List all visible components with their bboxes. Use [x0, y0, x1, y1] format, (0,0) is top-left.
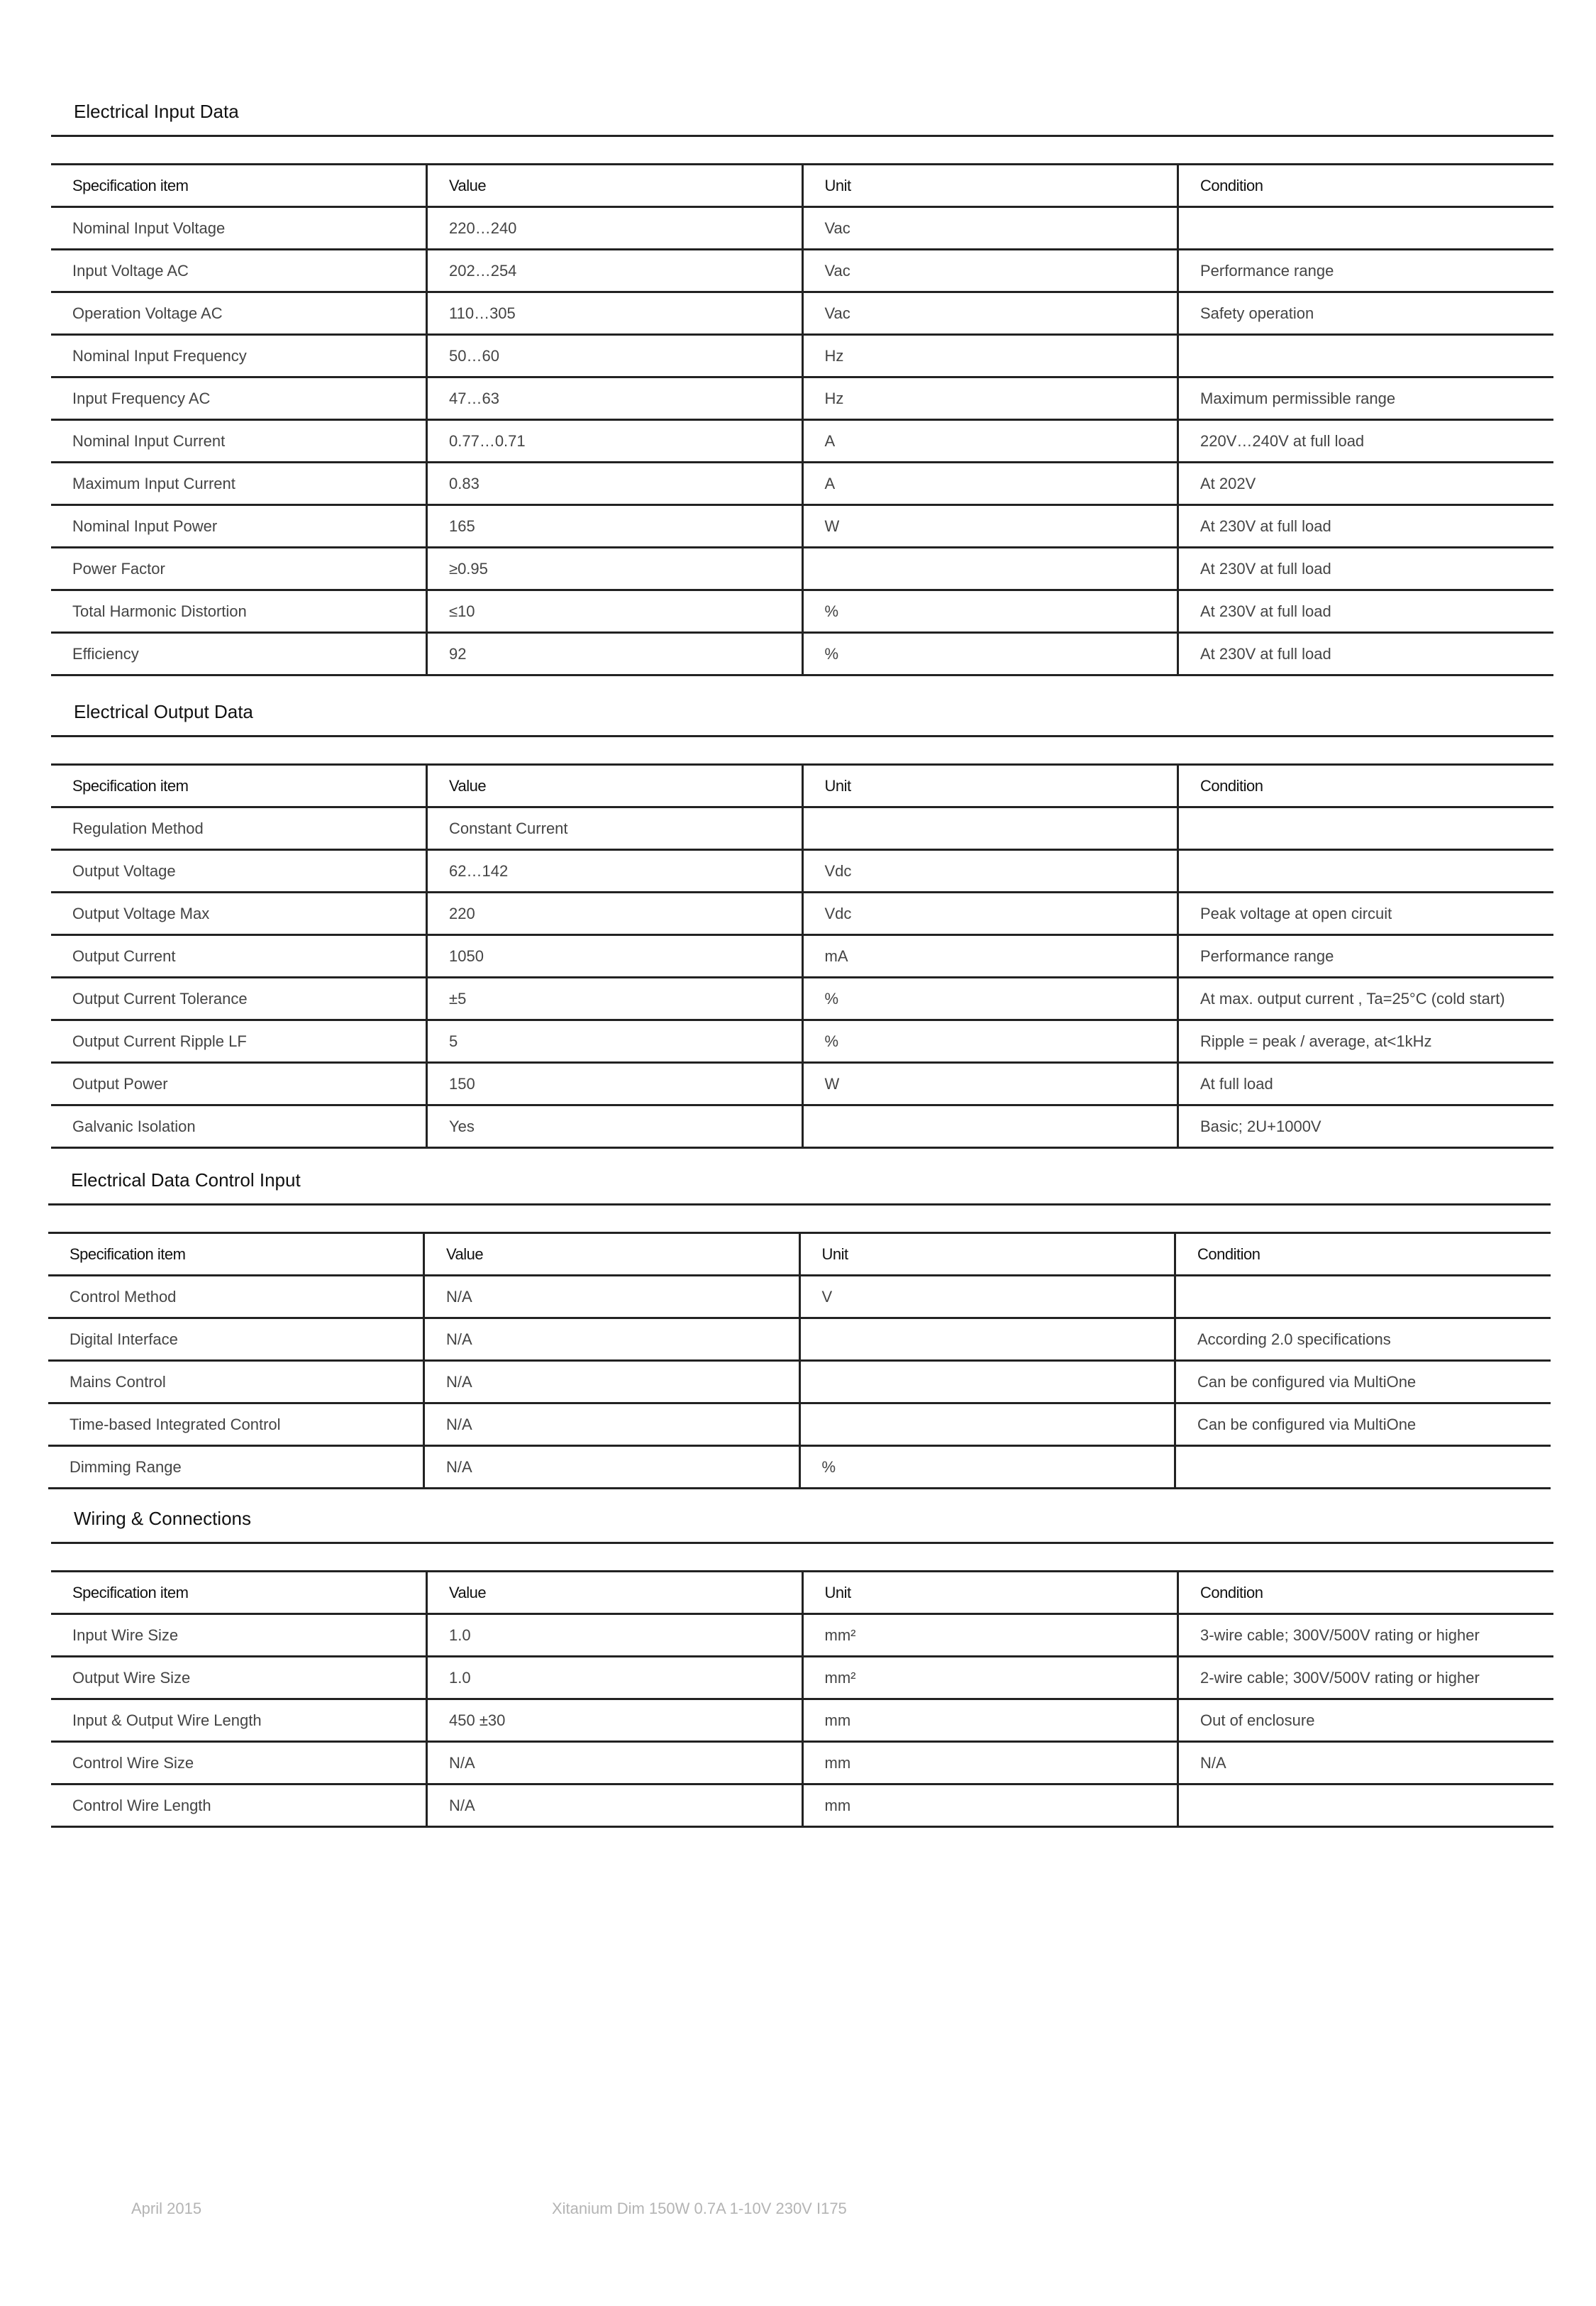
table-row — [51, 207, 1553, 250]
table-header-row — [51, 1572, 1553, 1614]
cell-condition: N/A — [1178, 1742, 1554, 1784]
cell-value: N/A — [424, 1318, 800, 1361]
cell-unit: mm — [802, 1742, 1178, 1784]
cell-unit: % — [802, 633, 1178, 675]
cell-unit: % — [802, 978, 1178, 1020]
cell-condition: At 230V at full load — [1178, 505, 1554, 548]
column-header-unit: Unit — [802, 765, 1178, 807]
cell-condition: At 230V at full load — [1178, 590, 1554, 633]
cell-value: N/A — [427, 1784, 803, 1827]
cell-spec-item: Dimming Range — [48, 1446, 424, 1489]
cell-condition — [1178, 850, 1554, 893]
column-header-unit: Unit — [799, 1233, 1175, 1276]
cell-condition: Performance range — [1178, 935, 1554, 978]
cell-spec-item: Nominal Input Current — [51, 420, 427, 463]
cell-spec-item: Total Harmonic Distortion — [51, 590, 427, 633]
cell-unit: W — [802, 505, 1178, 548]
cell-value: N/A — [424, 1361, 800, 1403]
cell-spec-item: Input Wire Size — [51, 1614, 427, 1657]
column-header-value: Value — [427, 165, 803, 207]
spec-table — [51, 1570, 1553, 1828]
cell-value: 92 — [427, 633, 803, 675]
cell-spec-item: Output Current Tolerance — [51, 978, 427, 1020]
cell-spec-item: Digital Interface — [48, 1318, 424, 1361]
cell-value: N/A — [424, 1446, 800, 1489]
cell-spec-item: Nominal Input Frequency — [51, 335, 427, 377]
cell-spec-item: Output Voltage — [51, 850, 427, 893]
table-row — [51, 935, 1553, 978]
table-row — [51, 420, 1553, 463]
cell-value: ≤10 — [427, 590, 803, 633]
column-header-spec-item: Specification item — [51, 1572, 427, 1614]
cell-condition: Basic; 2U+1000V — [1178, 1105, 1554, 1148]
cell-unit: % — [799, 1446, 1175, 1489]
table-row — [51, 807, 1553, 850]
table-row — [51, 1699, 1553, 1742]
cell-condition: Safety operation — [1178, 292, 1554, 335]
cell-condition — [1175, 1276, 1551, 1318]
column-header-value: Value — [424, 1233, 800, 1276]
cell-condition: 3-wire cable; 300V/500V rating or higher — [1178, 1614, 1554, 1657]
cell-unit: % — [802, 590, 1178, 633]
cell-value: N/A — [424, 1276, 800, 1318]
section-title: Electrical Output Data — [51, 693, 1553, 737]
cell-value: 1050 — [427, 935, 803, 978]
section-title: Electrical Data Control Input — [48, 1161, 1551, 1206]
cell-value: 220 — [427, 893, 803, 935]
table-row — [51, 1614, 1553, 1657]
cell-spec-item: Input Voltage AC — [51, 250, 427, 292]
cell-spec-item: Nominal Input Voltage — [51, 207, 427, 250]
cell-unit: W — [802, 1063, 1178, 1105]
column-header-spec-item: Specification item — [51, 165, 427, 207]
section-electrical-output-data — [51, 693, 1553, 1149]
cell-condition: At 230V at full load — [1178, 633, 1554, 675]
footer-product-name: Xitanium Dim 150W 0.7A 1-10V 230V I175 — [552, 2200, 847, 2217]
cell-value: 150 — [427, 1063, 803, 1105]
cell-spec-item: Input & Output Wire Length — [51, 1699, 427, 1742]
cell-spec-item: Control Wire Size — [51, 1742, 427, 1784]
cell-unit: % — [802, 1020, 1178, 1063]
cell-unit: mm² — [802, 1614, 1178, 1657]
cell-condition: According 2.0 specifications — [1175, 1318, 1551, 1361]
cell-unit: Vac — [802, 207, 1178, 250]
cell-value: 47…63 — [427, 377, 803, 420]
cell-condition: At 202V — [1178, 463, 1554, 505]
cell-spec-item: Operation Voltage AC — [51, 292, 427, 335]
cell-spec-item: Nominal Input Power — [51, 505, 427, 548]
column-header-spec-item: Specification item — [51, 765, 427, 807]
cell-condition: At full load — [1178, 1063, 1554, 1105]
cell-spec-item: Regulation Method — [51, 807, 427, 850]
cell-spec-item: Maximum Input Current — [51, 463, 427, 505]
spec-table — [51, 163, 1553, 676]
table-row — [48, 1318, 1551, 1361]
cell-value: 450 ±30 — [427, 1699, 803, 1742]
section-electrical-input-data — [51, 92, 1553, 676]
table-row — [51, 505, 1553, 548]
cell-spec-item: Output Current — [51, 935, 427, 978]
cell-unit — [799, 1361, 1175, 1403]
table-row — [48, 1446, 1551, 1489]
table-row — [51, 377, 1553, 420]
column-header-unit: Unit — [802, 1572, 1178, 1614]
column-header-spec-item: Specification item — [48, 1233, 424, 1276]
column-header-value: Value — [427, 1572, 803, 1614]
table-header-row — [48, 1233, 1551, 1276]
table-row — [51, 548, 1553, 590]
table-row — [48, 1276, 1551, 1318]
table-row — [51, 335, 1553, 377]
cell-unit: Hz — [802, 335, 1178, 377]
cell-value: 110…305 — [427, 292, 803, 335]
cell-spec-item: Galvanic Isolation — [51, 1105, 427, 1148]
cell-condition: Ripple = peak / average, at<1kHz — [1178, 1020, 1554, 1063]
cell-unit: mm — [802, 1699, 1178, 1742]
cell-condition: At 230V at full load — [1178, 548, 1554, 590]
cell-spec-item: Efficiency — [51, 633, 427, 675]
column-header-unit: Unit — [802, 165, 1178, 207]
cell-condition — [1178, 207, 1554, 250]
cell-value: Yes — [427, 1105, 803, 1148]
table-row — [51, 1020, 1553, 1063]
cell-unit — [799, 1403, 1175, 1446]
cell-value: 1.0 — [427, 1657, 803, 1699]
cell-condition: 220V…240V at full load — [1178, 420, 1554, 463]
cell-unit — [802, 548, 1178, 590]
cell-condition — [1178, 1784, 1554, 1827]
cell-spec-item: Output Power — [51, 1063, 427, 1105]
table-row — [51, 292, 1553, 335]
cell-spec-item: Control Wire Length — [51, 1784, 427, 1827]
cell-spec-item: Mains Control — [48, 1361, 424, 1403]
cell-spec-item: Output Wire Size — [51, 1657, 427, 1699]
section-title: Electrical Input Data — [51, 92, 1553, 137]
cell-value: N/A — [427, 1742, 803, 1784]
spec-table — [48, 1232, 1551, 1489]
cell-unit: A — [802, 420, 1178, 463]
cell-spec-item: Power Factor — [51, 548, 427, 590]
table-row — [48, 1361, 1551, 1403]
cell-value: N/A — [424, 1403, 800, 1446]
cell-condition: Peak voltage at open circuit — [1178, 893, 1554, 935]
table-row — [51, 1105, 1553, 1148]
table-row — [51, 893, 1553, 935]
cell-unit: Vac — [802, 250, 1178, 292]
cell-unit — [802, 1105, 1178, 1148]
cell-condition: 2-wire cable; 300V/500V rating or higher — [1178, 1657, 1554, 1699]
cell-value: 62…142 — [427, 850, 803, 893]
table-header-row — [51, 765, 1553, 807]
footer-date: April 2015 — [131, 2200, 202, 2217]
cell-value: ±5 — [427, 978, 803, 1020]
cell-value: 5 — [427, 1020, 803, 1063]
cell-unit: Vdc — [802, 850, 1178, 893]
table-row — [51, 1742, 1553, 1784]
cell-unit: mA — [802, 935, 1178, 978]
cell-unit: A — [802, 463, 1178, 505]
cell-condition — [1175, 1446, 1551, 1489]
cell-unit — [799, 1318, 1175, 1361]
cell-value: 0.77…0.71 — [427, 420, 803, 463]
cell-value: 0.83 — [427, 463, 803, 505]
cell-condition — [1178, 335, 1554, 377]
cell-unit — [802, 807, 1178, 850]
cell-unit: Hz — [802, 377, 1178, 420]
cell-condition: Maximum permissible range — [1178, 377, 1554, 420]
cell-spec-item: Output Voltage Max — [51, 893, 427, 935]
table-row — [48, 1403, 1551, 1446]
column-header-condition: Condition — [1175, 1233, 1551, 1276]
section-wiring-connections — [51, 1499, 1553, 1828]
section-title: Wiring & Connections — [51, 1499, 1553, 1544]
spec-table — [51, 763, 1553, 1149]
column-header-condition: Condition — [1178, 165, 1554, 207]
column-header-value: Value — [427, 765, 803, 807]
table-row — [51, 1784, 1553, 1827]
cell-unit: mm — [802, 1784, 1178, 1827]
cell-value: 202…254 — [427, 250, 803, 292]
cell-spec-item: Time-based Integrated Control — [48, 1403, 424, 1446]
table-row — [51, 850, 1553, 893]
cell-unit: mm² — [802, 1657, 1178, 1699]
table-row — [51, 250, 1553, 292]
cell-unit: Vac — [802, 292, 1178, 335]
cell-condition: Can be configured via MultiOne — [1175, 1361, 1551, 1403]
cell-spec-item: Input Frequency AC — [51, 377, 427, 420]
table-row — [51, 978, 1553, 1020]
cell-value: 165 — [427, 505, 803, 548]
table-row — [51, 1657, 1553, 1699]
cell-spec-item: Control Method — [48, 1276, 424, 1318]
cell-condition — [1178, 807, 1554, 850]
cell-unit: Vdc — [802, 893, 1178, 935]
table-row — [51, 590, 1553, 633]
cell-value: 220…240 — [427, 207, 803, 250]
cell-value: 50…60 — [427, 335, 803, 377]
column-header-condition: Condition — [1178, 765, 1554, 807]
section-electrical-data-control-input — [48, 1161, 1551, 1489]
cell-unit: V — [799, 1276, 1175, 1318]
cell-value: 1.0 — [427, 1614, 803, 1657]
cell-condition: Out of enclosure — [1178, 1699, 1554, 1742]
cell-spec-item: Output Current Ripple LF — [51, 1020, 427, 1063]
cell-condition: At max. output current , Ta=25°C (cold start) — [1178, 978, 1554, 1020]
table-row — [51, 463, 1553, 505]
table-header-row — [51, 165, 1553, 207]
cell-condition: Can be configured via MultiOne — [1175, 1403, 1551, 1446]
column-header-condition: Condition — [1178, 1572, 1554, 1614]
table-row — [51, 1063, 1553, 1105]
table-row — [51, 633, 1553, 675]
cell-value: ≥0.95 — [427, 548, 803, 590]
cell-condition: Performance range — [1178, 250, 1554, 292]
cell-value: Constant Current — [427, 807, 803, 850]
